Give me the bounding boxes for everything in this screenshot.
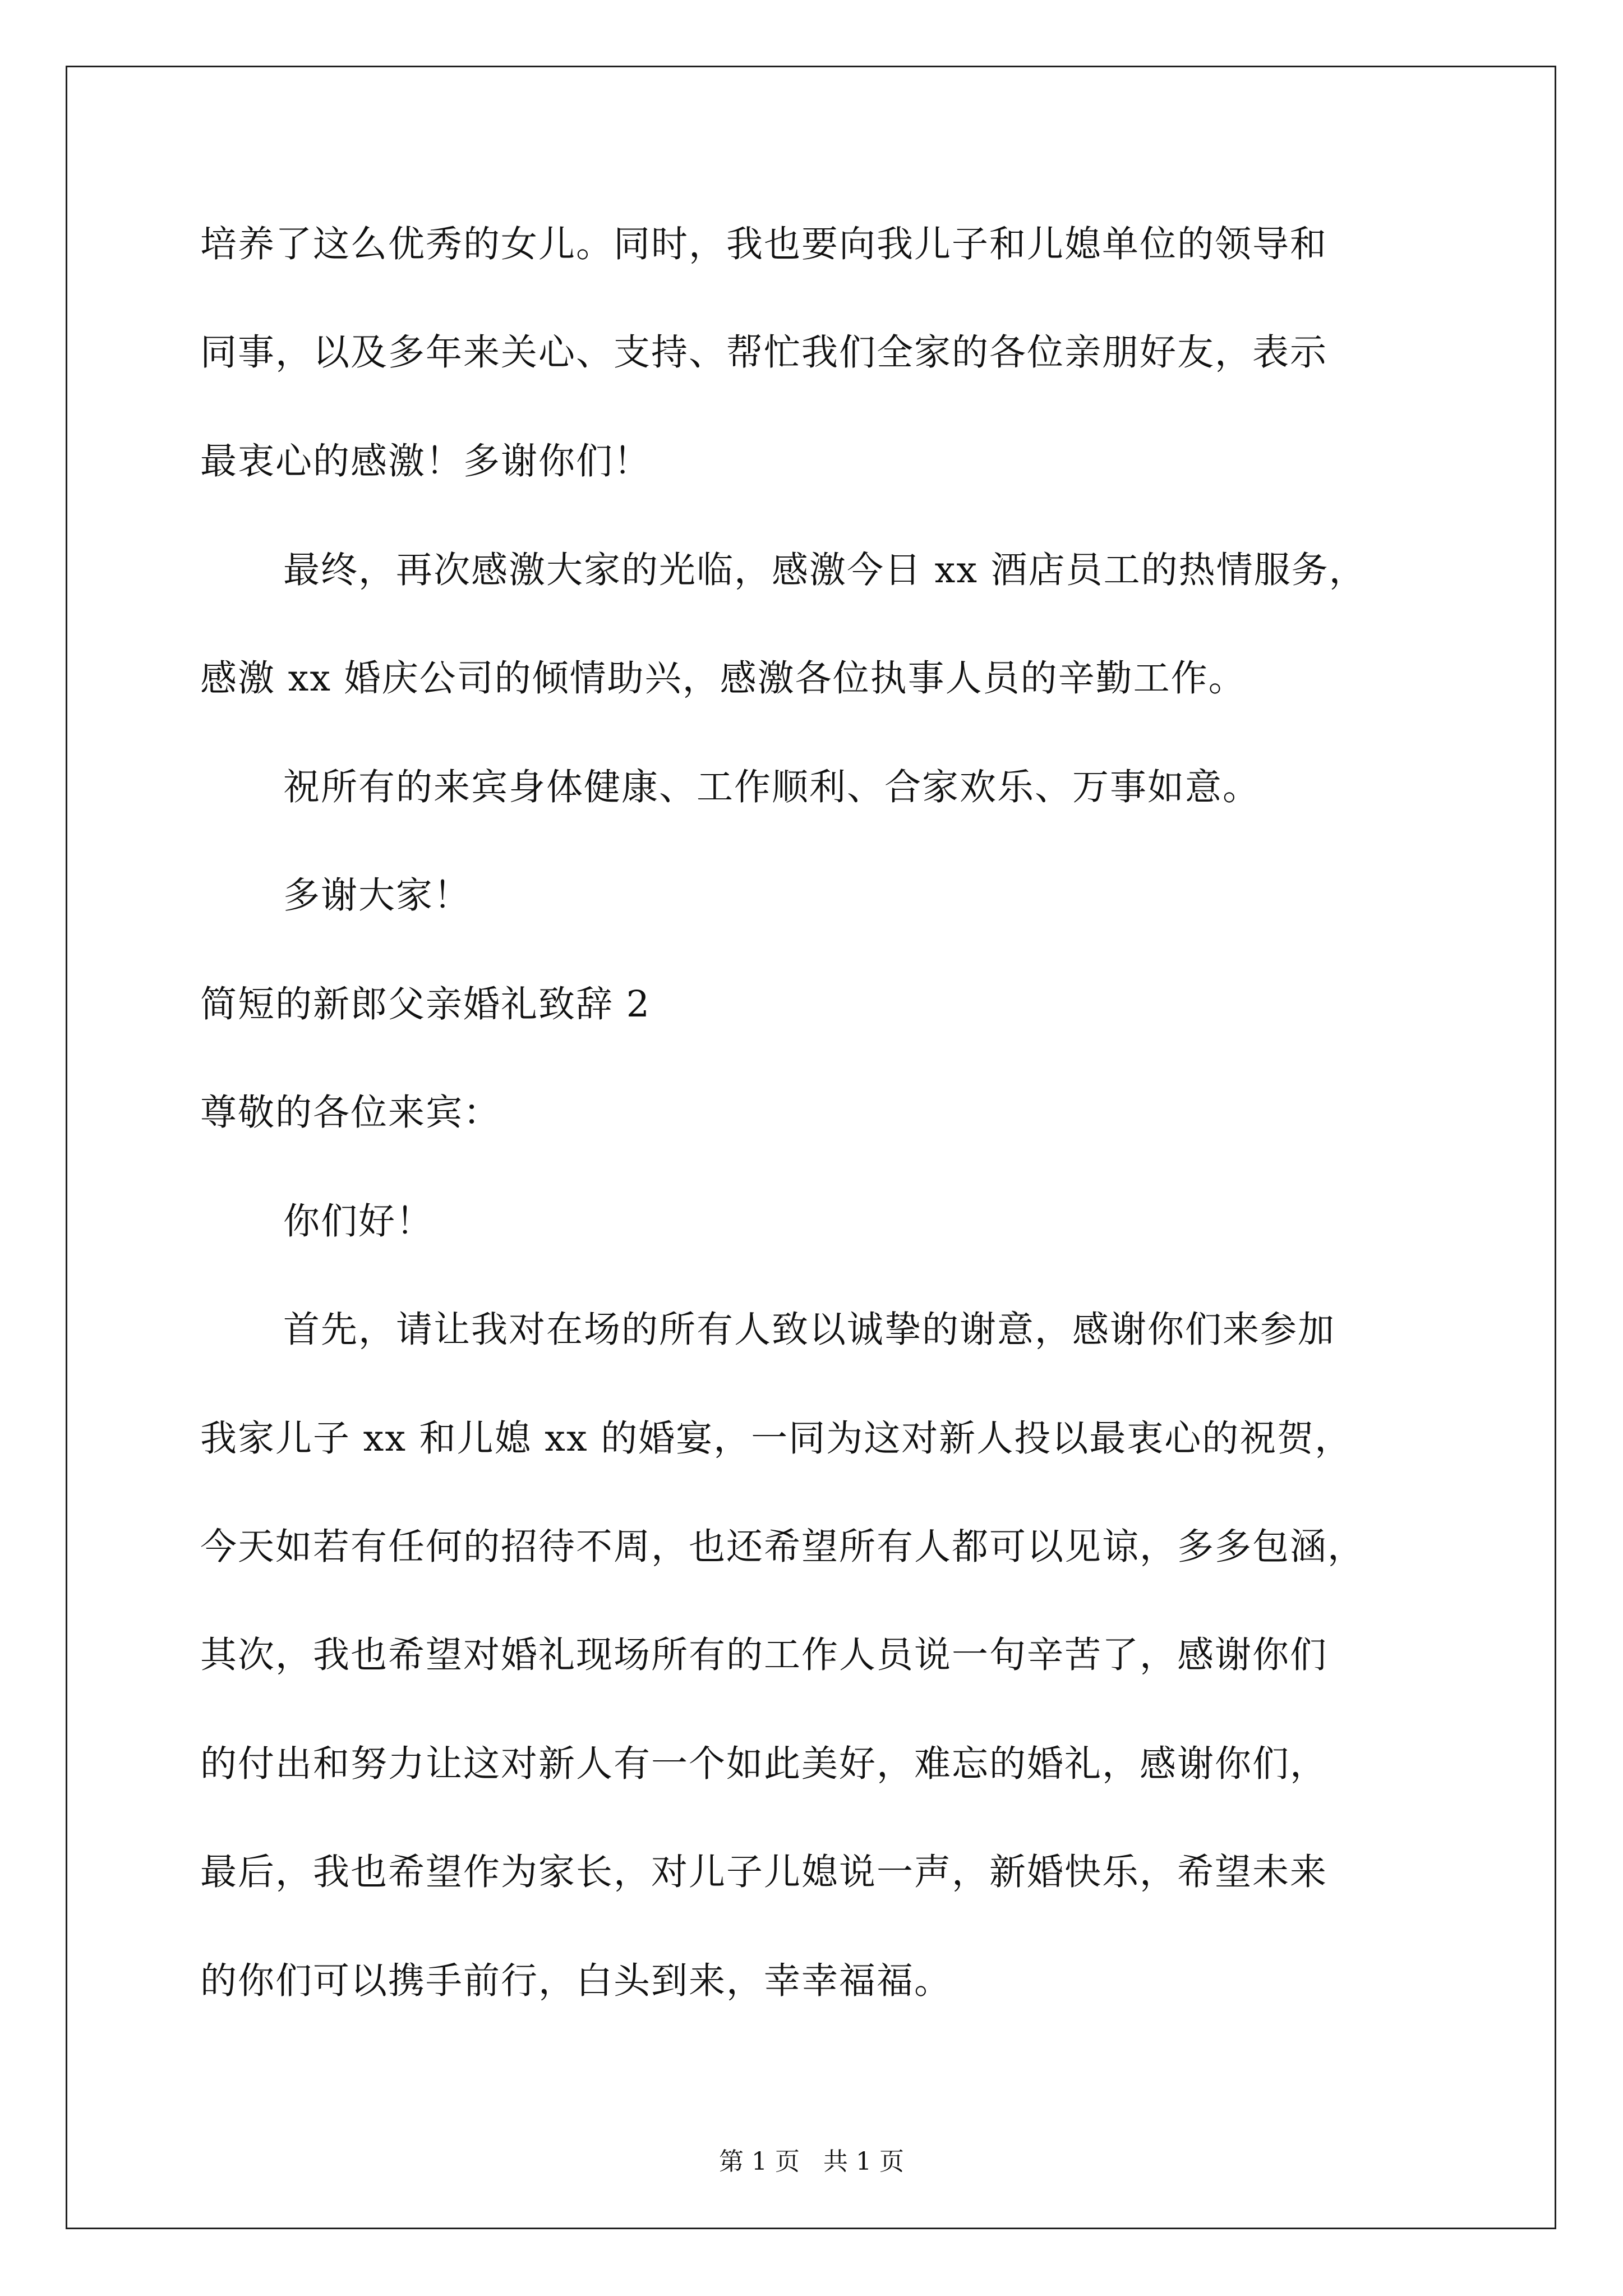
greeting: 你们好！ <box>283 1200 434 1243</box>
paragraph-first-line: 多谢大家！ <box>283 875 472 917</box>
salutation: 尊敬的各位来宾： <box>200 1092 501 1134</box>
body-line: 最衷心的感激！多谢你们！ <box>200 440 652 482</box>
section-heading: 简短的新郎父亲婚礼致辞 2 <box>200 983 651 1025</box>
body-line: 同事，以及多年来关心、支持、帮忙我们全家的各位亲朋好友，表示 <box>200 332 1328 374</box>
page-footer: 第 1 页 共 1 页 <box>719 2147 904 2176</box>
body-line: 今天如若有任何的招待不周，也还希望所有人都可以见谅，多多包涵， <box>200 1526 1366 1568</box>
paragraph-first-line: 最终，再次感激大家的光临，感激今日 xx 酒店员工的热情服务， <box>283 549 1367 591</box>
paragraph-first-line: 首先，请让我对在场的所有人致以诚挚的谢意，感谢你们来参加 <box>283 1309 1336 1351</box>
paragraph-first-line: 祝所有的来宾身体健康、工作顺利、合家欢乐、万事如意。 <box>283 766 1261 808</box>
body-line: 培养了这么优秀的女儿。同时，我也要向我儿子和儿媳单位的领导和 <box>200 223 1328 265</box>
body-line: 感激 xx 婚庆公司的倾情助兴，感激各位执事人员的辛勤工作。 <box>200 657 1246 700</box>
body-line: 的你们可以携手前行，白头到来，幸幸福福。 <box>200 1960 952 2002</box>
body-line: 的付出和努力让这对新人有一个如此美好，难忘的婚礼，感谢你们， <box>200 1743 1328 1785</box>
body-line: 其次，我也希望对婚礼现场所有的工作人员说一句辛苦了，感谢你们 <box>200 1634 1328 1676</box>
body-line: 我家儿子 xx 和儿媳 xx 的婚宴，一同为这对新人投以最衷心的祝贺， <box>200 1418 1353 1460</box>
body-line: 最后，我也希望作为家长，对儿子儿媳说一声，新婚快乐，希望未来 <box>200 1851 1328 1893</box>
page-border <box>66 66 1556 2229</box>
